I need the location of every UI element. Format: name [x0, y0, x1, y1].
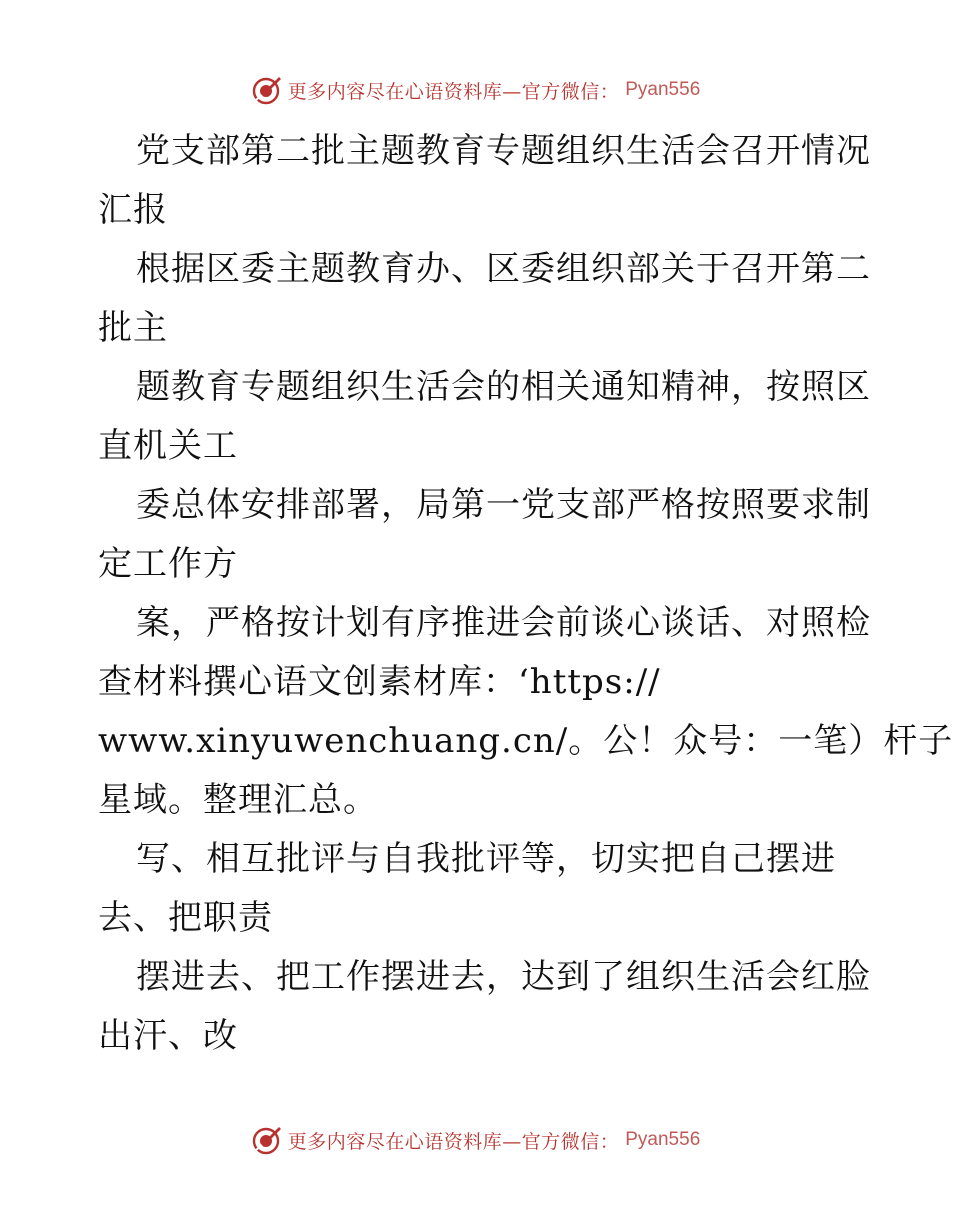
text-line: 星域。整理汇总。	[98, 780, 378, 820]
text-line: 汇报	[98, 190, 168, 230]
footer-banner-text: 更多内容尽在心语资料库—官方微信：	[287, 1130, 620, 1153]
text-line: 直机关工	[98, 426, 238, 466]
pen-logo-icon	[250, 1124, 282, 1156]
text-line: 党支部第二批主题教育专题组织生活会召开情况	[136, 131, 871, 171]
header-banner	[0, 68, 950, 112]
text-line: 摆进去、把工作摆进去，达到了组织生活会红脸	[136, 957, 871, 997]
footer-banner	[0, 1118, 950, 1162]
pen-logo-icon	[250, 74, 282, 106]
header-banner-text: 更多内容尽在心语资料库—官方微信：	[287, 80, 620, 103]
document-body	[98, 122, 953, 1066]
text-line: 委总体安排部署，局第一党支部严格按照要求制	[136, 485, 871, 525]
text-line: 根据区委主题教育办、区委组织部关于召开第二	[136, 249, 871, 289]
text-line: www.xinyuwenchuang.cn/。公！众号：一笔）杆子	[98, 721, 953, 761]
text-line: 去、把职责	[98, 898, 273, 938]
text-line: 批主	[98, 308, 168, 348]
footer-wechat-id: Pyan556	[625, 1129, 701, 1150]
text-line: 案，严格按计划有序推进会前谈心谈话、对照检	[136, 603, 871, 643]
header-wechat-id: Pyan556	[625, 79, 701, 100]
text-line: 题教育专题组织生活会的相关通知精神，按照区	[136, 367, 871, 407]
text-line: 定工作方	[98, 544, 238, 584]
text-line: 写、相互批评与自我批评等，切实把自己摆进	[136, 839, 836, 879]
text-line: 出汗、改	[98, 1016, 238, 1056]
text-line: 查材料撰心语文创素材库：‘https://	[98, 662, 661, 702]
